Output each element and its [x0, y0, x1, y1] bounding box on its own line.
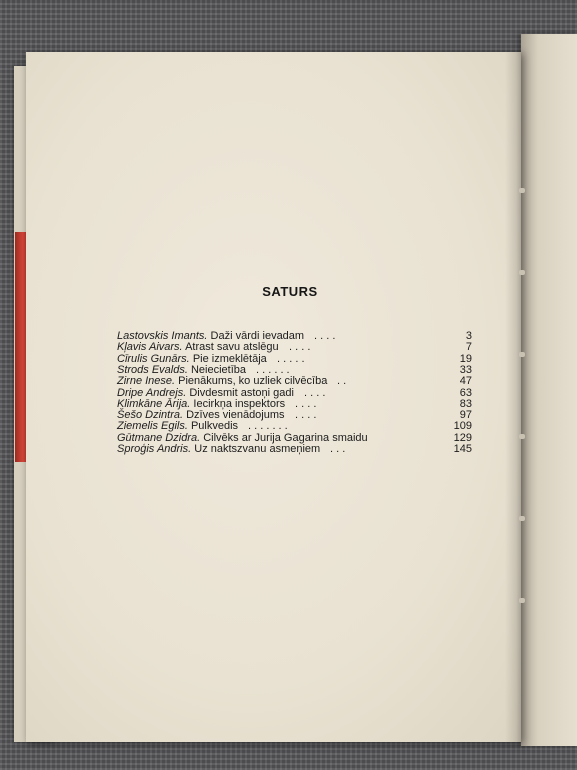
binding-stitch — [519, 352, 525, 357]
toc-title: Uz naktszvanu asmeņiem — [194, 443, 321, 455]
toc-leader-dots: . . . . — [295, 409, 317, 422]
toc-author: Gūtmane Dzidra. — [117, 431, 201, 444]
toc-author: Kļavis Aivars. — [117, 341, 183, 354]
toc-page-number: 63 — [459, 386, 472, 399]
toc-author: Zirne Inese. — [117, 375, 176, 388]
toc-title: Pulkvedis — [190, 420, 239, 433]
toc-title: Dzīves vienādojums — [186, 409, 285, 422]
page-title: SATURS — [262, 284, 318, 299]
binding-stitch — [519, 516, 525, 521]
toc-title: Pienākums, ko uzliek cilvēcība — [178, 375, 328, 388]
toc-leader-dots: . . . . — [314, 330, 336, 342]
toc-page-number: 3 — [465, 330, 472, 342]
toc-leader-dots: . . . — [330, 443, 346, 455]
toc-author: Cīrulis Gunārs. — [117, 352, 190, 365]
toc-page-number: 33 — [459, 363, 472, 376]
binding-stitch — [519, 188, 525, 193]
binding-stitch — [519, 270, 525, 275]
toc-page-number: 109 — [453, 420, 472, 433]
toc-author: Strods Evalds. — [117, 363, 188, 376]
toc-title: Daži vārdi ievadam — [210, 330, 305, 342]
toc-title: Divdesmit astoņi gadi — [189, 386, 294, 399]
page-gutter-shadow — [505, 52, 521, 742]
toc-page-number: 145 — [453, 443, 472, 455]
toc-title: Atrast savu atslēgu — [185, 341, 279, 354]
toc-leader-dots: . . . . . . — [256, 363, 290, 376]
toc-entry-text — [117, 443, 320, 456]
toc-title: Cilvēks ar Jurija Gagarina smaidu — [203, 431, 368, 444]
toc-page-number: 7 — [465, 341, 472, 354]
toc-author: Sproģis Andris. — [117, 443, 192, 455]
toc-author: Lastovskis Imants. — [117, 330, 208, 342]
toc-leader-dots: . . . . — [295, 397, 317, 410]
toc-page-number: 47 — [459, 375, 472, 388]
binding-stitch — [519, 598, 525, 603]
toc-leader-dots: . . . . . — [277, 352, 305, 365]
facing-page — [521, 34, 577, 746]
toc-title: Pie izmeklētāja — [192, 352, 267, 365]
toc-page-number: 97 — [459, 409, 472, 422]
toc-leader-dots: . . — [337, 375, 347, 388]
toc-entry — [117, 443, 472, 456]
toc-page-number: 19 — [459, 352, 472, 365]
toc-leader-dots: . . . . — [304, 386, 326, 399]
binding-stitch — [519, 434, 525, 439]
toc-author: Klimkāne Ārija. — [117, 397, 191, 410]
toc-title: Neiecietība — [190, 363, 247, 376]
toc-leader-dots: . . . . . . . — [248, 420, 288, 433]
toc-author: Šešo Dzintra. — [117, 409, 184, 422]
toc-author: Ziemelis Egils. — [117, 420, 188, 433]
toc-leader-dots: . . . . — [289, 341, 311, 354]
toc-page-number: 129 — [453, 431, 472, 444]
toc-title: Iecirkņa inspektors — [193, 397, 286, 410]
toc-author: Dripe Andrejs. — [117, 386, 187, 399]
toc-page-number: 83 — [459, 397, 472, 410]
